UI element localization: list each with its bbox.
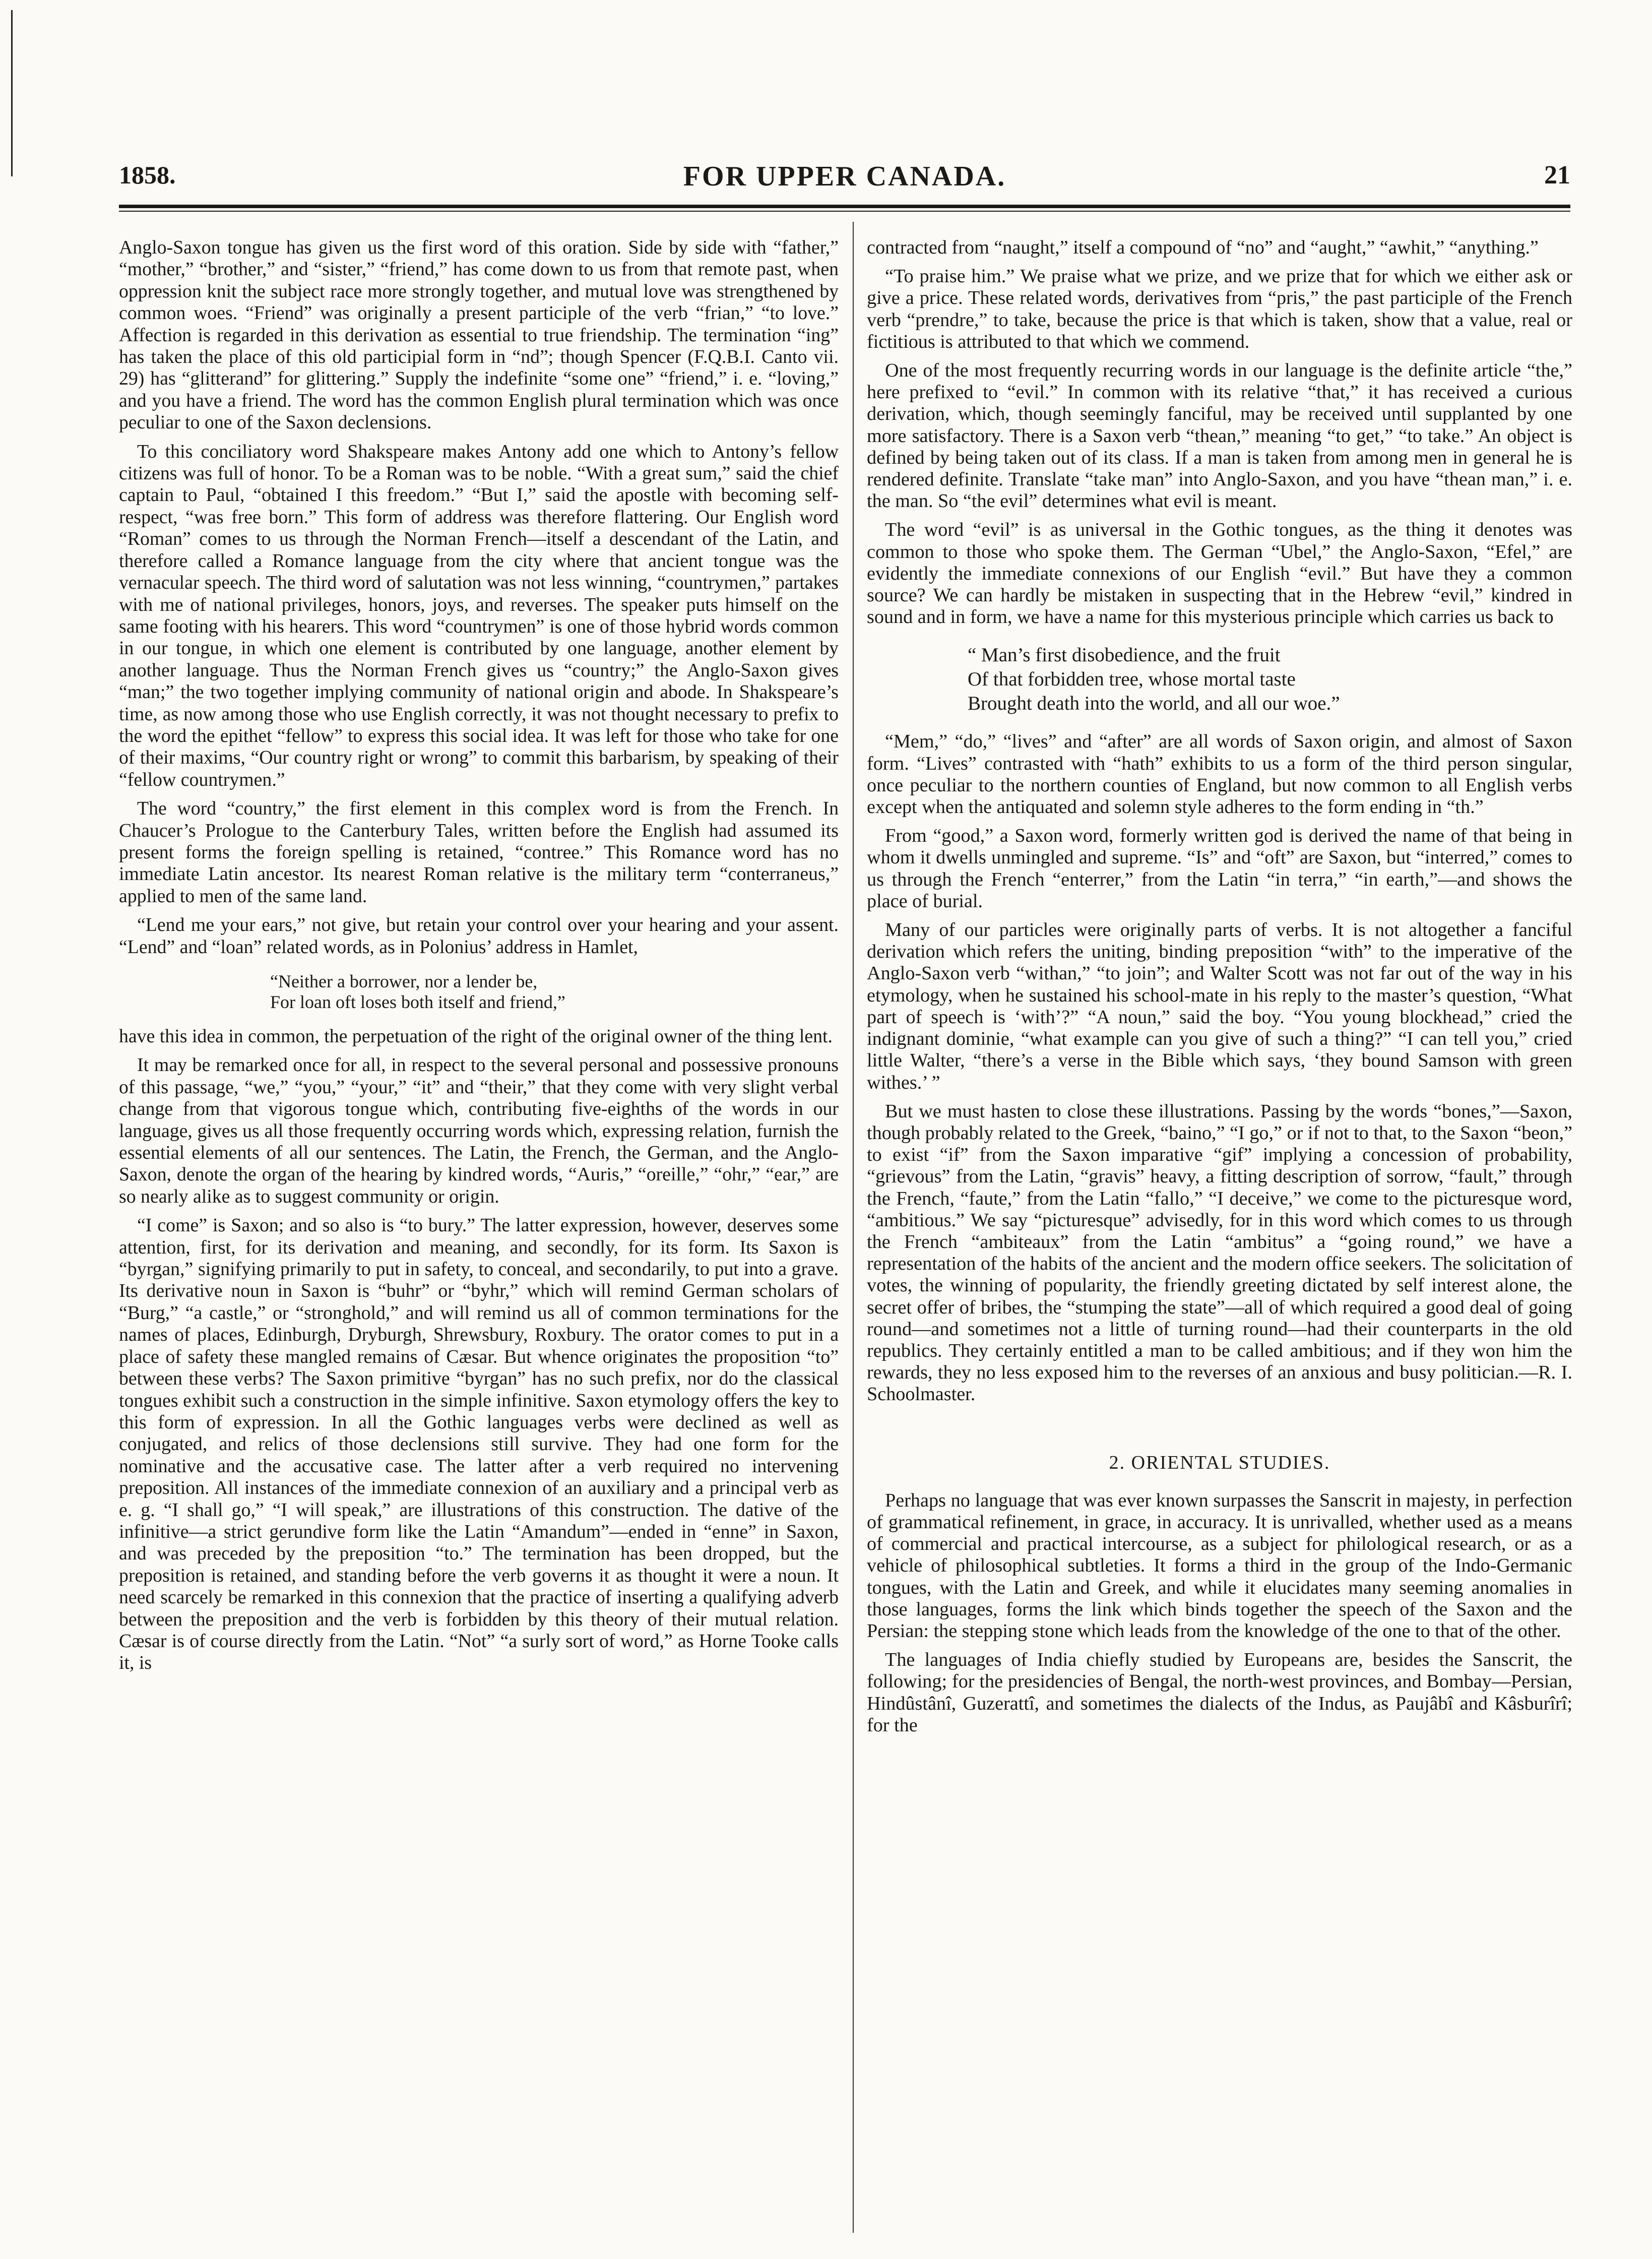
paragraph: But we must hasten to close these illustrations. Passing by the words “bones,”—Saxon, though probably related to the Greek, “baino,” “I go,” or if not to that, to the Saxon “beon,” to exist “if” from the Saxon imparative “gif” implying a concession of probability, “grievous” from the Latin, “gravis” heavy, a fitting description of sorrow, “fault,” through the French, “faute,” from the Latin “fallo,” “I deceive,” we come to the picturesque word, “ambitious.” We say “picturesque” advisedly, for in this word which comes to us through the French “ambiteaux” from the Latin “ambitus” a “going round,” we have a representation of the habits of the ancient and the modern office seekers. The solicitation of votes, the winning of popularity, the friendly greeting dictated by self interest alone, the secret offer of bribes, the “stumping the state”—all of which required a good deal of going round—and sometimes not a little of turning round—had their counterparts in the old republics. They certainly entitled a man to be called ambitious; and if they won him the rewards, they no less exposed him to the reverses of an anxious and busy politician.—R. I. Schoolmaster. xyxy=(867,1100,1572,1405)
verse-line: “ Man’s first disobedience, and the fruit xyxy=(968,644,1281,666)
left-column xyxy=(119,237,839,2238)
paragraph: “To praise him.” We praise what we prize, and we prize that for which we either ask or give a price. These related words, derivatives from “pris,” the past participle of the French verb “prendre,” to take, because the price is that which is taken, show that a value, real or fictitious is attributed to that which we commend. xyxy=(867,266,1572,352)
paragraph: “I come” is Saxon; and so also is “to bury.” The latter expression, however, deserves some attention, first, for its derivation and meaning, and secondly, for its form. Its Saxon is “byrgan,” signifying primarily to put in safety, to conceal, and secondarily, to put into a grave. Its derivative noun in Saxon is “buhr” or “byhr,” which will remind German scholars of “Burg,” “a castle,” or “stronghold,” and will remind us all of common terminations for the names of places, Edinburgh, Dryburgh, Shrewsbury, Roxbury. The orator comes to put in a place of safety these mangled remains of Cæsar. But whence originates the proposition “to” between these verbs? The Saxon primitive “byrgan” has no such prefix, nor do the classical tongues exhibit such a construction in the simple infinitive. Saxon etymology offers the key to this form of expression. In all the Gothic languages verbs were declined as well as conjugated, and relics of those declensions still survive. They had one form for the nominative and the accusative case. The latter after a verb required no intervening preposition. All instances of the immediate connexion of an auxiliary and a principal verb as e. g. “I shall go,” “I will speak,” are illustrations of this construction. The dative of the infinitive—a strict gerundive form like the Latin “Amandum”—ended in “enne” in Saxon, and was preceded by the preposition “to.” The termination has been dropped, but the preposition is retained, and standing before the verb governs it as thought it were a noun. It need scarcely be remarked in this connexion that the practice of inserting a qualifying adverb between the preposition and the verb is forbidden by this theory of their mutual relation. Cæsar is of course directly from the Latin. “Not” “a surly sort of word,” as Horne Tooke calls it, is xyxy=(119,1215,839,1674)
verse-quote xyxy=(968,643,1572,716)
verse-line: Brought death into the world, and all our woe.” xyxy=(968,693,1340,715)
paragraph: have this idea in common, the perpetuation of the right of the original owner of the thing lent. xyxy=(119,1026,833,1047)
page-number: 21 xyxy=(1544,161,1570,190)
paragraph: Anglo-Saxon tongue has given us the first word of this oration. Side by side with “father,” “mother,” “brother,” and “sister,” “friend,” has come down to us from that remote past, when oppression knit the subject race more strongly together, and mutual love was strengthened by common woes. “Friend” was originally a present participle of the verb “frian,” “to love.” Affection is regarded in this derivation as essential to true friendship. The termination “ing” has taken the place of this old participial form in “nd”; though Spencer (F.Q.B.I. Canto vii. 29) has “glitterand” for glittering.” Supply the indefinite “some one” “friend,” i. e. “loving,” and you have a friend. The word has the common English plural termination which was once peculiar to one of the Saxon declensions. xyxy=(119,237,839,433)
verse-line: For loan oft loses both itself and friend,” xyxy=(270,992,565,1012)
paragraph: To this conciliatory word Shakspeare makes Antony add one which to Antony’s fellow citizens was full of honor. To be a Roman was to be noble. “With a great sum,” said the chief captain to Paul, “obtained I this freedom.” “But I,” said the apostle with becoming self-respect, “was free born.” This form of address was therefore flattering. Our English word “Roman” comes to us through the Norman French—itself a descendant of the Latin, and therefore called a Romance language from the city where that ancient tongue was the vernacular speech. The third word of salutation was not less winning, “countrymen,” partakes with me of national privileges, honors, joys, and reverses. The speaker puts himself on the same footing with his hearers. This word “countrymen” is one of those hybrid words common in our tongue, in which one element is contributed by one language, another element by another language. Thus the Norman French gives us “country;” the Anglo-Saxon gives “man;” the two together implying community of national origin and abode. In Shakspeare’s time, as now among those who use English correctly, it was not thought necessary to prefix to the word the epithet “fellow” to express this social idea. It was left for those who take for one of their maxims, “Our country right or wrong” to commit this barbarism, by speaking of their “fellow countrymen.” xyxy=(119,441,839,790)
paragraph: The languages of India chiefly studied by Europeans are, besides the Sanscrit, the following; for the presidencies of Bengal, the north-west provinces, and Bombay—Persian, Hindûstânî, Guzerattî, and sometimes the dialects of the Indus, as Paujâbî and Kâsburîrî; for the xyxy=(867,1649,1572,1736)
header-rule-thick xyxy=(119,205,1570,208)
page-header xyxy=(119,160,1570,207)
right-column xyxy=(867,237,1572,2238)
verse-line: Of that forbidden tree, whose mortal taste xyxy=(968,668,1296,691)
paragraph: Perhaps no language that was ever known surpasses the Sanscrit in majesty, in perfection of grammatical refinement, in grace, in accuracy. It is unrivalled, whether used as a means of commercial and practical intercourse, as a subject for philological research, or as a vehicle of philosophical subtleties. It forms a third in the group of the Indo-Germanic tongues, with the Latin and Greek, and while it elucidates many seeming anomalies in those languages, forms the link which binds together the speech of the Saxon and the Persian: the stepping stone which leads from the knowledge of the one to that of the other. xyxy=(867,1489,1572,1642)
paragraph: It may be remarked once for all, in respect to the several personal and possessive pronouns of this passage, “we,” “you,” “your,” “it” and “their,” that they come with very slight verbal change from that vigorous tongue which, contributing five-eighths of the words in our language, gives us all those frequently occurring words which, expressing relation, furnish the essential elements of all our sentences. The Latin, the French, the German, and the Anglo-Saxon, denote the organ of the hearing by kindred words, “Auris,” “oreille,” “ohr,” “ear,” are so nearly alike as to suggest community or origin. xyxy=(119,1054,839,1207)
paragraph: “Lend me your ears,” not give, but retain your control over your hearing and your assent. “Lend” and “loan” related words, as in Polonius’ address in Hamlet, xyxy=(119,914,839,958)
header-year: 1858. xyxy=(119,161,176,189)
left-margin-rule xyxy=(11,10,13,176)
section-heading: 2. ORIENTAL STUDIES. xyxy=(1109,1452,1330,1473)
paragraph: The word “country,” the first element in this complex word is from the French. In Chaucer’s Prologue to the Canterbury Tales, written before the English had assumed its present forms the foreign spelling is retained, “contree.” This Romance word has no immediate Latin ancestor. Its nearest Roman relative is the military term “conterraneus,” applied to men of the same land. xyxy=(119,798,839,907)
paragraph: “Mem,” “do,” “lives” and “after” are all words of Saxon origin, and almost of Saxon form. “Lives” contrasted with “hath” exhibits to us a form of the third person singular, once peculiar to the northern counties of England, but now common to all English verbs except when the antiquated and solemn style adheres to the form ending in “th.” xyxy=(867,731,1572,818)
paragraph: One of the most frequently recurring words in our language is the definite article “the,” here prefixed to “evil.” In common with its relative “that,” it has received a curious derivation, which, though seemingly fanciful, may be received until supplanted by one more satisfactory. There is a Saxon verb “thean,” meaning “to get,” “to take.” An object is defined by being taken out of its class. If a man is taken from among men in general he is rendered definite. Translate “take man” into Anglo-Saxon, and you have “thean man,” i. e. the man. So “the evil” determines what evil is meant. xyxy=(867,360,1572,512)
column-divider xyxy=(853,222,854,2233)
paragraph: Many of our particles were originally parts of verbs. It is not altogether a fanciful derivation which refers the uniting, binding preposition “with” to the imperative of the Anglo-Saxon verb “withan,” “to join”; and Walter Scott was not far out of the way in his etymology, when he sustained his school-mate in his reply to the master’s question, “What part of speech is ‘with’?” “A noun,” said the boy. “You young blockhead,” cried the indignant dominie, “what example can you give of such a thing?” “I can tell you,” cried little Walter, “there’s a verse in the Bible which says, ‘they bound Samson with green withes.’ ” xyxy=(867,919,1572,1093)
paragraph: The word “evil” is as universal in the Gothic tongues, as the thing it denotes was common to those who spoke them. The German “Ubel,” the Anglo-Saxon, “Efel,” are evidently the immediate connexions of our English “evil.” But have they a common source? We can hardly be mistaken in suspecting that in the Hebrew “evil,” kindred in sound and in form, we have a name for this mysterious principle which carries us back to xyxy=(867,519,1572,628)
verse-quote xyxy=(270,971,839,1013)
header-rule-thin xyxy=(119,211,1570,212)
paragraph: From “good,” a Saxon word, formerly written god is derived the name of that being in whom it dwells unmingled and supreme. “Is” and “oft” are Saxon, but “interred,” comes to us through the French “enterrer,” from the Latin “in terra,” “in earth,”—and shows the place of burial. xyxy=(867,825,1572,912)
running-title: FOR UPPER CANADA. xyxy=(683,161,1006,192)
paragraph: contracted from “naught,” itself a compound of “no” and “aught,” “awhit,” “anything.” xyxy=(867,237,1539,258)
verse-line: “Neither a borrower, nor a lender be, xyxy=(270,971,538,991)
